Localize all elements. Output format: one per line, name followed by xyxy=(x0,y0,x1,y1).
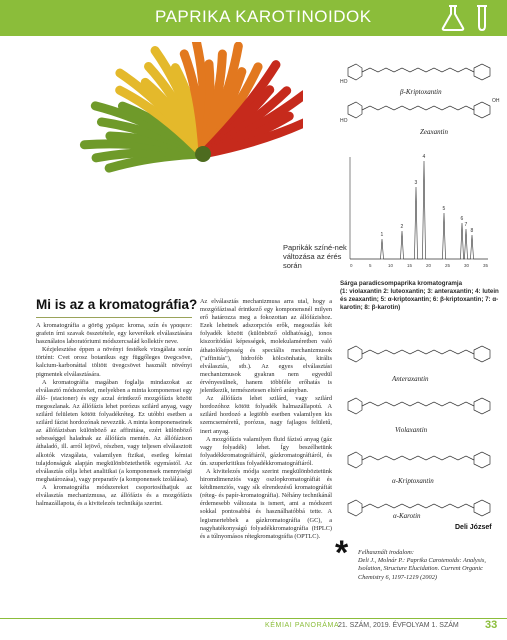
peak-label: 4 xyxy=(422,154,426,160)
references-heading: Felhasznált irodalom: xyxy=(358,549,414,556)
antheraxanthin-label: Anteraxantin xyxy=(392,375,429,383)
paragraph: A mozgófázis valamilyen fluid fázisú anyag (gáz vagy folyadék) lehet. Így beszélhetünk folyadékkromatográfiáról, gázkromatográfiáról, és ún. szuperkritikus folyadékkromatográfiáról. xyxy=(200,435,332,467)
header-bar xyxy=(0,0,507,36)
antheraxanthin-structure xyxy=(340,340,500,370)
article-column-2 xyxy=(200,298,332,541)
magazine-name: KÉMIAI PANORÁMA xyxy=(265,622,340,629)
paragraph: Az állófázis lehet szilárd, vagy szilárd hordozóhoz kötött folyadék halmazállapotú. A szilárd hordozó a legtöbb esetben valamilyen kis szemcseméretű, porózus, nagy fajlagos felületű, inert anyag. xyxy=(200,395,332,435)
chromatogram-caption xyxy=(340,280,500,312)
paragraph: A kivitelezés módja szerint megkülönböztetünk hiromdimenziós vagy oszlopkromatográfiát és kétdimenziós, vagy sík elrendezésű kromatográfiát (réteg- és papír-kromatográfia). Néhány technikánál érdemesebb változata is ismert, ami a módszert sokkal pontosabbá és használhatóbbá tette. A legismertebbek a gázkromatográfia (GC), a nagyhatékonyságú folyadékkromatográfia (HPLC) és a túlnyomásos rétegkromatográfia (OPTLC). xyxy=(200,467,332,540)
x-tick-label: 0 xyxy=(350,263,353,268)
ho-label: HO xyxy=(340,79,348,85)
paragraph: A kromatográfia magában foglalja mindazokat az elválasztó módszereket, melyekben a minta komponensei egy álló- (stacioner) és egy azzal érintkező mozgófázis között megoszlanak. Az állófázis lehet porózus szilárd anyag, vagy szilárd felületen kötött folyadékréteg. Ez utóbbi esetben a szilárd fázist hordozónak nevezzük. A minta komponenseinek az állófázisban különböző az affinitása, ezért különböző sebességgel haladnak az állófázis mentén. Az állófázison áthaladó, ill. arról lejövő, részben, vagy teljesen elválasztott alkotók vizsgálata, valamilyen fizikai, esetleg kémiai tulajdonságuk alapján megkülönböztethetők egymástól. Az elválasztás célja lehet analitikai (a komponensek mennyiségi meghatározása), vagy preparatív (a komponensek izolálása). xyxy=(36,378,192,483)
footer-divider xyxy=(0,618,507,619)
zeaxanthin-structure xyxy=(340,96,500,126)
peak-label: 1 xyxy=(380,232,384,238)
page-title: PAPRIKA KAROTINOIDOK xyxy=(155,7,372,26)
peak-label: 2 xyxy=(400,224,404,230)
issue-info: 21. SZÁM, 2019. ÉVFOLYAM 1. SZÁM xyxy=(338,622,459,629)
chromatogram-caption-body: (1: violaxantin 2: luteoxantin; 3: anteraxantin; 4: lutein és zeaxantin; 5: α-kriptoxantin; 6: β-kriptoxantin; 7: α-karotin; 8: β-karotin) xyxy=(340,288,499,311)
ho-label: HO xyxy=(340,118,348,124)
references xyxy=(358,549,503,582)
title-divider xyxy=(36,317,192,318)
flask-icon xyxy=(440,4,466,32)
photo-caption: Paprikák színé-nek változása az érés során xyxy=(283,243,347,270)
page-number: 33 xyxy=(485,619,498,631)
alpha-cryptoxanthin-label: α-Kriptoxantin xyxy=(392,477,434,485)
alpha-cryptoxanthin-structure xyxy=(340,446,500,476)
x-tick-label: 25 xyxy=(445,263,451,268)
violaxanthin-label: Violaxantin xyxy=(395,426,428,434)
x-tick-label: 10 xyxy=(388,263,394,268)
reference-item: Deli J., Molnár P.: Paprika Carotenoids: Analysis, Isolation, Structure Elucidation. Current Organic Chemistry 6, 1197-1219 (2002) xyxy=(358,557,486,581)
zeaxanthin-label: Zeaxantin xyxy=(420,128,448,136)
x-tick-label: 5 xyxy=(369,263,372,268)
author-name: Deli József xyxy=(455,524,492,531)
x-tick-label: 15 xyxy=(407,263,413,268)
paragraph: Az elválasztás mechanizmusa arra utal, hogy a mozgófázissal érintkező egy komponensnél milyen erő határozza meg a fokozottan az állófázishoz. Ezek lehetnek adszorpciós erők, megoszlás két folyadék között (különböző oldhatóság), ionos kiszorítódási képességek, molekulaméretben való áthatolóképesség és speciális mechanizmusok ("affinitás"), hidrofób kölcsönhatás, királis elválasztás, stb.). Az egyes elválasztási mechanizmusok gyakran nem egyedül érvényesülnek, hanem többféle erőhatás is jelentkezik, természetesen eltérő arányban. xyxy=(200,298,332,395)
peak-label: 5 xyxy=(442,206,446,212)
chromatogram-caption-title: Sárga paradicsompaprika kromatogramja xyxy=(340,280,463,287)
x-tick-label: 30 xyxy=(464,263,470,268)
reference-star: * xyxy=(335,534,349,572)
x-tick-label: 20 xyxy=(426,263,432,268)
chromatogram xyxy=(340,147,490,275)
beta-cryptoxanthin-label: β-Kriptoxantin xyxy=(400,88,442,96)
chromatogram-trace xyxy=(350,161,488,259)
pepper-stems xyxy=(195,146,211,162)
article-column-1 xyxy=(36,322,192,508)
violaxanthin-structure xyxy=(340,392,500,422)
paragraph: A kromatográfia a görög χρῶμα: kroma, szín és γραφειν: grafein írni szavak összetétele, egy keverékek elválasztására használatos laboratóriumi módszercsalád kollektív neve. xyxy=(36,322,192,346)
oh-label: OH xyxy=(492,98,500,104)
test-tube-icon xyxy=(473,4,491,32)
paragraph: A kromatográfia módszereket csoportosíthatjuk az elválasztás mechanizmusa, az állófázis és a mozgófázis halmazállapota, és a kivitelezés technikája szerint. xyxy=(36,483,192,508)
peak-label: 6 xyxy=(460,216,464,222)
pepper-photo xyxy=(28,42,303,297)
article-title: Mi is az a kromatográfia? xyxy=(36,297,198,312)
paragraph: Kézjelesztése éppen a növényi festékek vizsgálata során történt: Cvet orosz botanikus egy függőleges üvegcsöve, kalcium-karbonáttal töltött üvegcsövet használt növényi pigmentek elválasztására. xyxy=(36,346,192,378)
alpha-carotene-label: α-Karotin xyxy=(393,512,421,520)
peak-label: 8 xyxy=(470,228,474,234)
x-tick-label: 35 xyxy=(483,263,489,268)
beta-cryptoxanthin-structure xyxy=(340,58,500,88)
peak-label: 7 xyxy=(464,222,468,228)
peak-label: 3 xyxy=(414,180,418,186)
